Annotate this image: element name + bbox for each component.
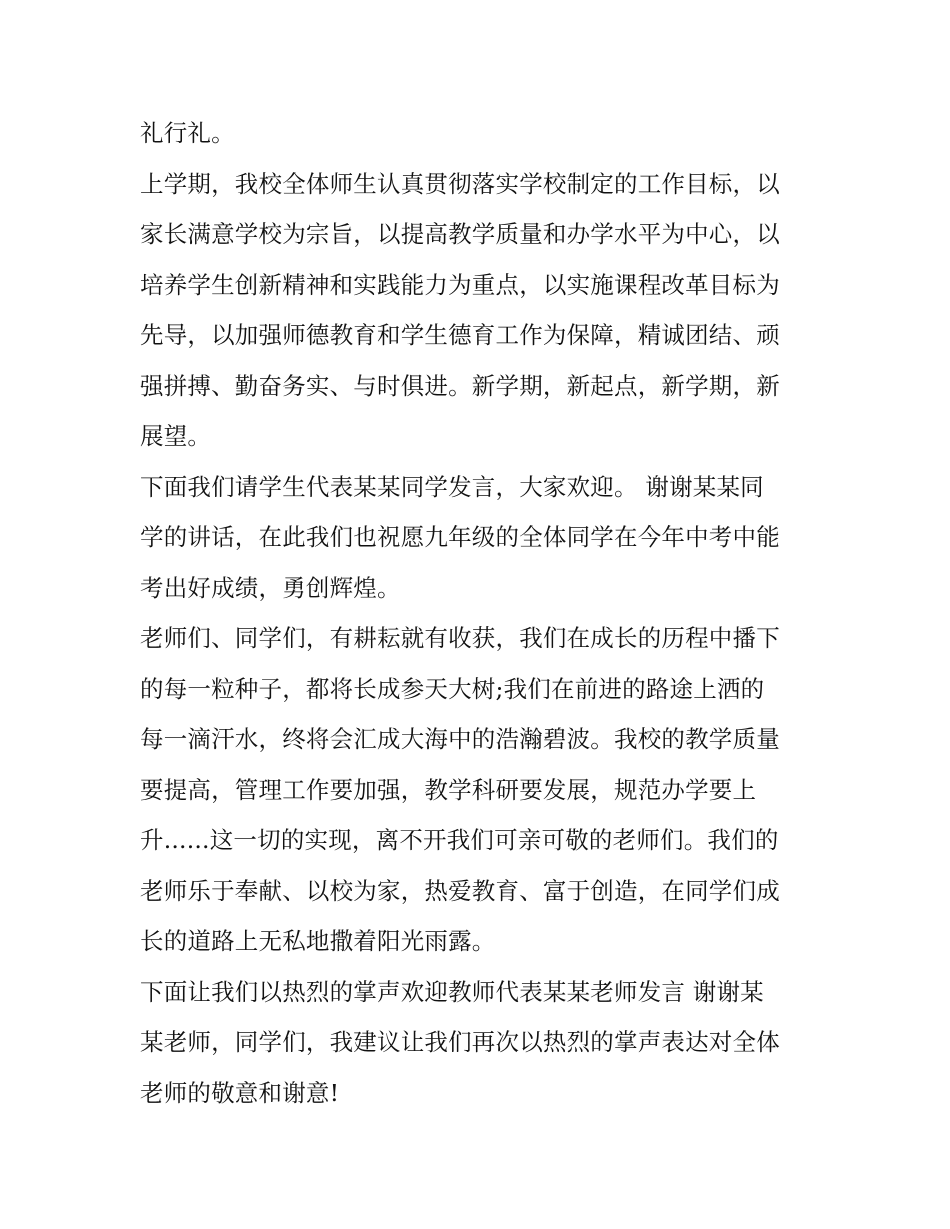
text-line: 强拼搏、勤奋务实、与时俱进。新学期，新起点，新学期，新 xyxy=(140,371,780,400)
text-line: 老师们、同学们，有耕耘就有收获，我们在成长的历程中播下 xyxy=(140,624,780,652)
text-line: 下面让我们以热烈的掌声欢迎教师代表某某老师发言 谢谢某 xyxy=(140,977,764,1006)
text-line: 考出好成绩，勇创辉煌。 xyxy=(140,573,401,602)
text-line: 先导，以加强师德教育和学生德育工作为保障，精诚团结、顽 xyxy=(140,321,780,349)
text-line: 家长满意学校为宗旨，以提高教学质量和办学水平为中心，以 xyxy=(140,220,780,248)
document-body xyxy=(140,108,820,1118)
text-line: 下面我们请学生代表某某同学发言，大家欢迎。 谢谢某某同 xyxy=(140,472,764,501)
text-line: 某老师，同学们，我建议让我们再次以热烈的掌声表达对全体 xyxy=(140,1028,780,1056)
text-line: 上学期，我校全体师生认真贯彻落实学校制定的工作目标，以 xyxy=(140,169,780,198)
text-line: 礼行礼。 xyxy=(140,119,235,147)
text-line: 升......这一切的实现，离不开我们可亲可敬的老师们。我们的 xyxy=(140,826,779,854)
text-line: 培养学生创新精神和实践能力为重点，以实施课程改革目标为 xyxy=(140,270,780,299)
text-line: 老师的敬意和谢意! xyxy=(140,1078,340,1107)
text-line: 要提高，管理工作要加强，教学科研要发展，规范办学要上 xyxy=(140,775,757,804)
text-line: 长的道路上无私地撒着阳光雨露。 xyxy=(140,927,496,955)
text-line: 的每一粒种子，都将长成参天大树;我们在前进的路途上洒的 xyxy=(140,674,765,703)
text-line: 每一滴汗水，终将会汇成大海中的浩瀚碧波。我校的教学质量 xyxy=(140,725,780,753)
text-line: 学的讲话，在此我们也祝愿九年级的全体同学在今年中考中能 xyxy=(140,523,780,551)
text-line: 老师乐于奉献、以校为家，热爱教育、富于创造，在同学们成 xyxy=(140,876,780,905)
text-line: 展望。 xyxy=(140,422,212,450)
